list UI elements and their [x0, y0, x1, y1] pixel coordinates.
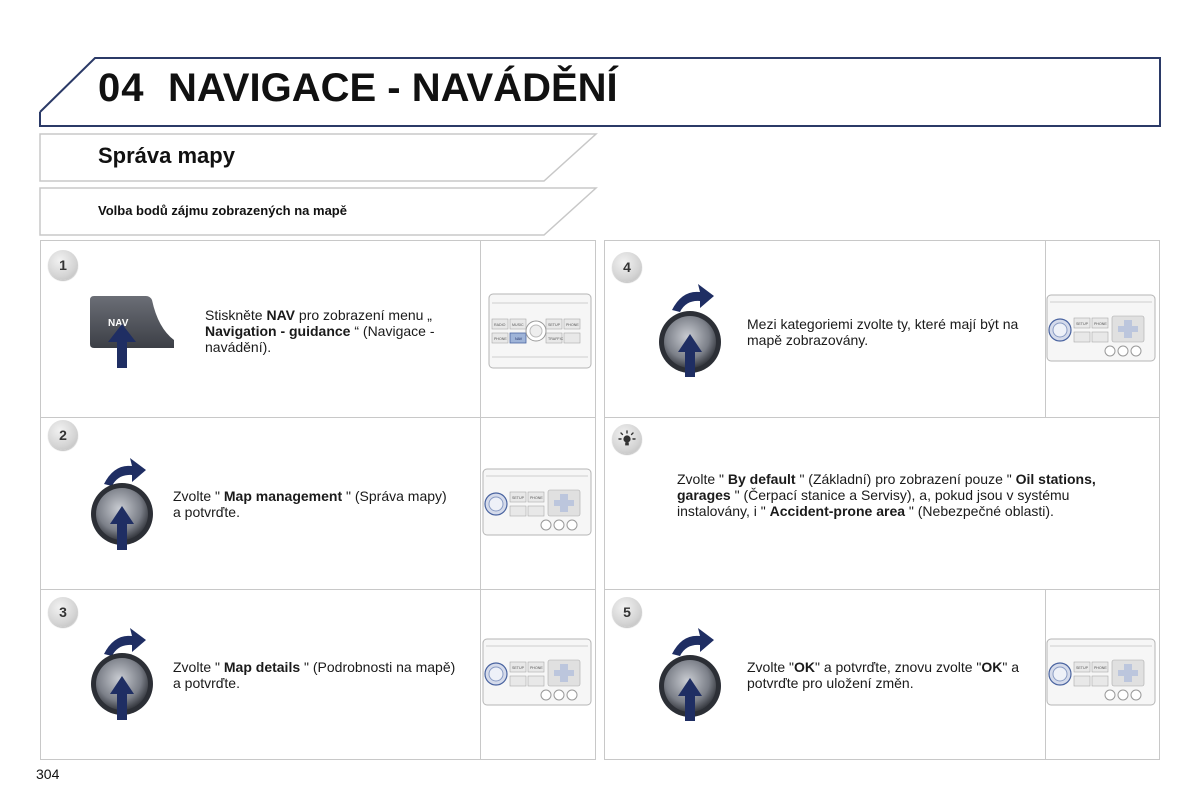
svg-text:PHONE: PHONE — [1094, 666, 1107, 670]
chapter-number: 04 — [98, 66, 145, 110]
step-5-text: Zvolte "OK" a potvrďte, znovu zvolte "OK" a potvrďte pro uložení změn. — [747, 659, 1020, 691]
step-2-text: Zvolte " Map management " (Správa mapy) a potvrďte. — [173, 488, 447, 520]
section-subtitle: Volba bodů zájmu zobrazených na mapě — [98, 203, 347, 218]
svg-text:SETUP: SETUP — [512, 496, 524, 500]
row-divider — [40, 417, 596, 418]
svg-text:SETUP: SETUP — [548, 323, 560, 327]
tip-text: Zvolte " By default " (Základní) pro zobrazení pouze " Oil stations, garages " (Čerpací stanice a Servisy), a, pokud jsou v systému instalovány, i " Accident-prone area " (Nebezpečné oblasti). — [677, 471, 1096, 519]
step-badge: 2 — [48, 420, 78, 450]
step-4-text: Mezi kategoriemi zvolte ty, které mají být na mapě zobrazovány. — [747, 316, 1019, 348]
svg-text:SETUP: SETUP — [512, 666, 524, 670]
tip-badge — [612, 424, 642, 454]
row-divider — [604, 589, 1160, 590]
svg-text:MUSIC: MUSIC — [512, 323, 524, 327]
step-1-text: Stiskněte NAV pro zobrazení menu „ Navigation - guidance “ (Navigace - navádění). — [205, 307, 435, 355]
radio-panel-knob-icon — [1046, 294, 1156, 362]
rotary-knob-icon — [88, 456, 164, 552]
row-divider — [40, 589, 596, 590]
rotary-knob-icon — [88, 626, 164, 722]
radio-panel-knob-icon — [1046, 638, 1156, 706]
svg-text:TRAFFIC: TRAFFIC — [548, 337, 564, 341]
page-number: 304 — [36, 766, 60, 782]
rotary-knob-icon — [656, 282, 732, 378]
svg-text:RADIO: RADIO — [494, 323, 506, 327]
section-title: Správa mapy — [98, 143, 235, 168]
row-divider — [604, 417, 1160, 418]
radio-panel-knob-icon — [482, 638, 592, 706]
step-badge: 5 — [612, 597, 642, 627]
radio-panel-nav-icon — [488, 293, 592, 369]
step-3-text: Zvolte " Map details " (Podrobnosti na mapě) a potvrďte. — [173, 659, 456, 691]
svg-text:PHONE: PHONE — [530, 666, 543, 670]
nav-key-icon — [88, 294, 188, 370]
step-badge: 4 — [612, 252, 642, 282]
svg-text:PHONE: PHONE — [1094, 322, 1107, 326]
svg-text:NAV: NAV — [515, 337, 523, 341]
svg-text:PHONE: PHONE — [530, 496, 543, 500]
radio-panel-knob-icon — [482, 468, 592, 536]
svg-text:SETUP: SETUP — [1076, 322, 1088, 326]
svg-text:SETUP: SETUP — [1076, 666, 1088, 670]
lightbulb-icon — [618, 430, 636, 448]
nav-key-label: NAV — [108, 318, 129, 329]
chapter-title: NAVIGACE - NAVÁDĚNÍ — [168, 66, 618, 110]
svg-text:PHONE: PHONE — [566, 323, 579, 327]
panel-divider — [480, 240, 481, 760]
step-badge: 1 — [48, 250, 78, 280]
step-badge: 3 — [48, 597, 78, 627]
svg-text:PHONE: PHONE — [494, 337, 507, 341]
rotary-knob-icon — [656, 626, 732, 722]
